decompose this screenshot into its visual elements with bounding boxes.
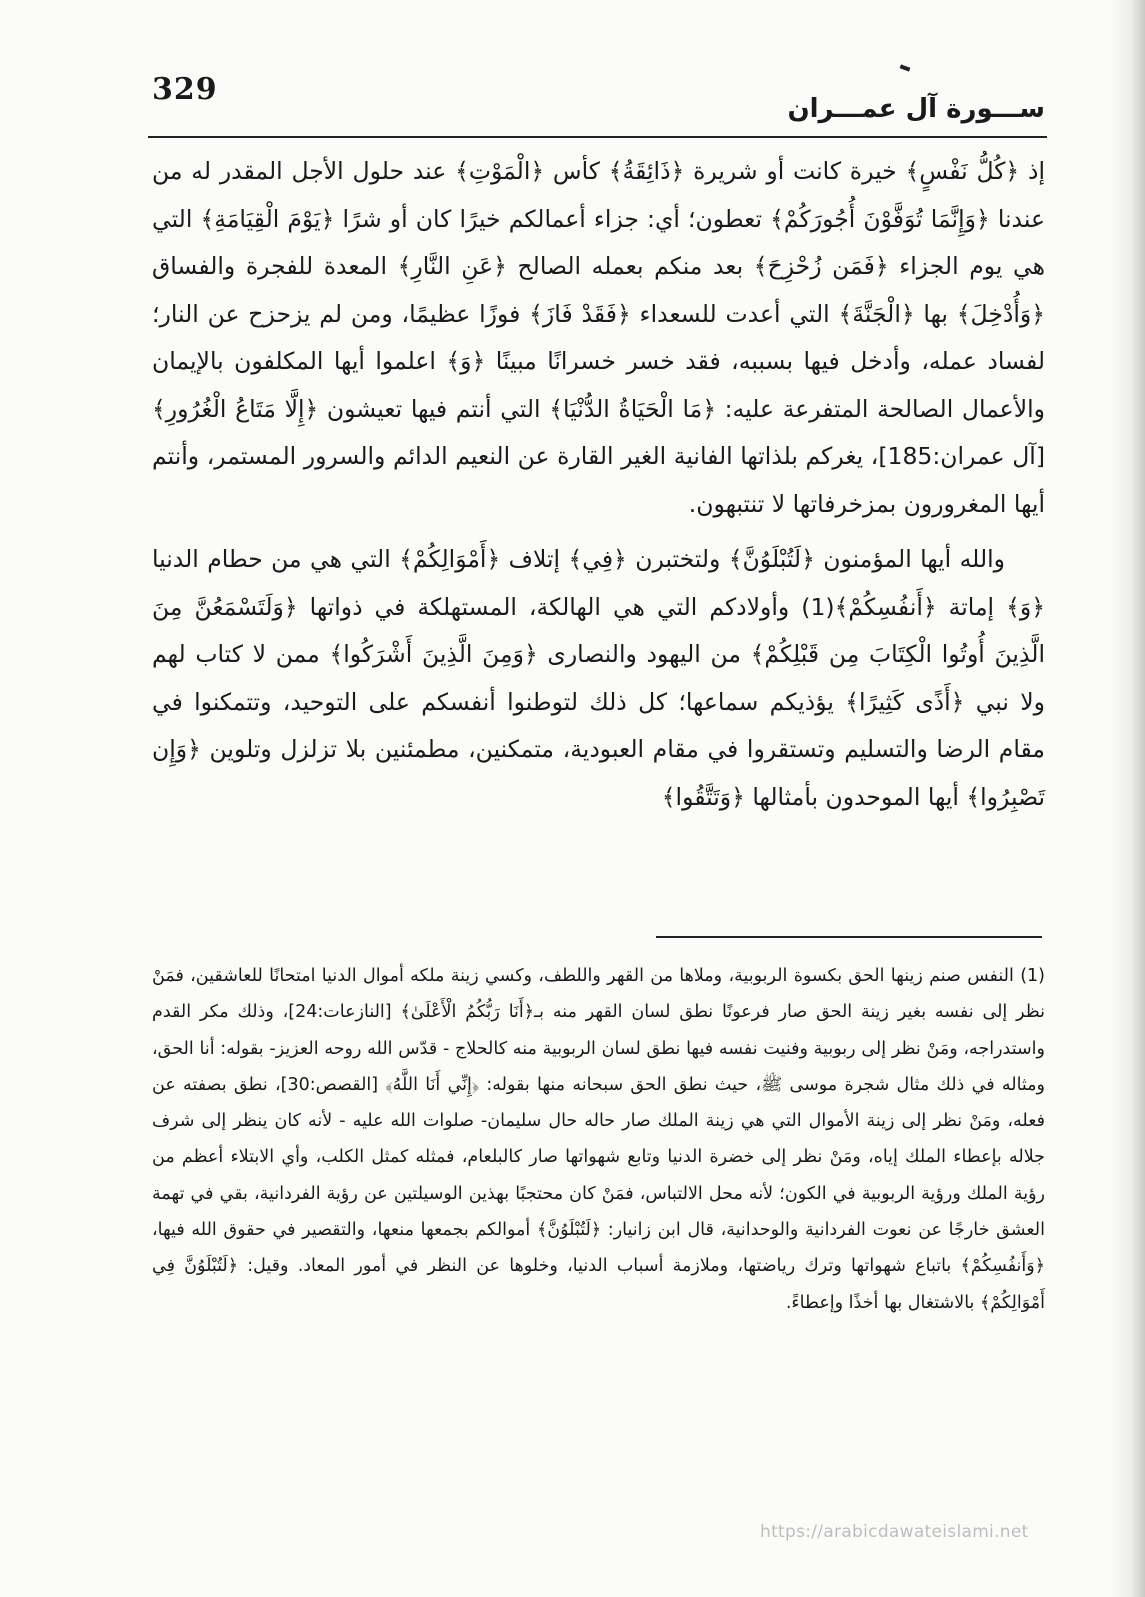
watermark-url: https://arabicdawateislami.net (760, 1522, 1029, 1542)
header-rule (148, 136, 1047, 138)
scan-shadow (1109, 0, 1145, 1597)
body-paragraph-2: والله أيها المؤمنون ﴿لَتُبْلَوُنَّ﴾ ولتختبرن ﴿فِي﴾ إتلاف ﴿أَمْوَالِكُمْ﴾ التي هي من حطام الدنيا ﴿وَ﴾ إماتة ﴿أَنفُسِكُمْ﴾(1) وأولادكم التي هي الهالكة، المستهلكة في ذواتها ﴿وَلَتَسْمَعُنَّ مِنَ الَّذِينَ أُوتُوا الْكِتَابَ مِن قَبْلِكُمْ﴾ من اليهود والنصارى ﴿وَمِنَ الَّذِينَ أَشْرَكُوا﴾ ممن لا كتاب لهم ولا نبي ﴿أَذًى كَثِيرًا﴾ يؤذيكم سماعها؛ كل ذلك لتوطنوا أنفسكم على التوحيد، وتتمكنوا في مقام الرضا والتسليم وتستقروا في مقام العبودية، متمكنين، مطمئنين بلا تزلزل وتلوين ﴿وَإِن تَصْبِرُوا﴾ أيها الموحدون بأمثالها ﴿وَتَتَّقُوا﴾ (152, 545, 1045, 811)
footnote (152, 958, 1045, 1321)
ink-mark (900, 64, 911, 71)
page-number: 329 (152, 72, 218, 107)
footnote-separator (656, 936, 1042, 938)
footnote-1-text: (1) النفس صنم زينها الحق بكسوة الربوبية، وملاها من القهر واللطف، وكسي زينة ملكه أموال الدنيا امتحانًا للعاشقين، فمَنْ نظر إلى نفسه بغير زينة الحق صار فرعونًا نطق لسان القهر منه بـ﴿أَنَا رَبُّكُمُ الْأَعْلَىٰ﴾ [النازعات:24]، وذلك مكر القدم واستدراجه، ومَنْ نظر إلى ربوبية وفنيت نفسه فيها نطق لسان الربوبية منه كالحلاج - قدّس الله روحه العزيز- بقوله: أنا الحق، ومثاله في ذلك مثال شجرة موسى ﷺ، حيث نطق الحق سبحانه منها بقوله: ﴿إِنِّي أَنَا اللَّهُ﴾ [القصص:30]، نطق بصفته عن فعله، ومَنْ نظر إلى زينة الأموال التي هي زينة الملك صار حاله حال سليمان- صلوات الله عليه - لأنه كان ينظر إلى شرف جلاله بإعطاء الملك إياه، ومَنْ نظر إلى خضرة الدنيا وتابع شهواتها صار كالبلعام، فمثله كمثل الكلب، وأي الابتلاء أعظم من رؤية الملك ورؤية الربوبية في الكون؛ لأنه محل الالتباس، فمَنْ كان محتجبًا بهذين الوسيلتين عن رؤية الفردانية، بقي في تهمة العشق خارجًا عن نعوت الفردانية والوحدانية، قال ابن زانيار: ﴿لَتُبْلَوُنَّ﴾ أموالكم بجمعها منعها، والتقصير في حقوق الله فيها، ﴿وَأَنفُسِكُمْ﴾ باتباع شهواتها وترك رياضتها، وملازمة أسباب الدنيا، وخلوها عن النظر في أمور المعاد. وقيل: ﴿لَتُبْلَوُنَّ فِي أَمْوَالِكُمْ﴾ بالاشتغال بها أخذًا وإعطاءً. (152, 966, 1046, 1313)
body-paragraph-1: إذ ﴿كُلُّ نَفْسٍ﴾ خيرة كانت أو شريرة ﴿ذَائِقَةُ﴾ كأس ﴿الْمَوْتِ﴾ عند حلول الأجل المقدر له من عندنا ﴿وَإِنَّمَا تُوَفَّوْنَ أُجُورَكُمْ﴾ تعطون؛ أي: جزاء أعمالكم خيرًا كان أو شرًا ﴿يَوْمَ الْقِيَامَةِ﴾ التي هي يوم الجزاء ﴿فَمَن زُحْزِحَ﴾ بعد منكم بعمله الصالح ﴿عَنِ النَّارِ﴾ المعدة للفجرة والفساق ﴿وَأُدْخِلَ﴾ بها ﴿الْجَنَّةَ﴾ التي أعدت للسعداء ﴿فَقَدْ فَازَ﴾ فوزًا عظيمًا، ومن لم يزحزح عن النار؛ لفساد عمله، وأدخل فيها بسببه، فقد خسر خسرانًا مبينًا ﴿وَ﴾ اعلموا أيها المكلفون بالإيمان والأعمال الصالحة المتفرعة عليه: ﴿مَا الْحَيَاةُ الدُّنْيَا﴾ التي أنتم فيها تعيشون ﴿إِلَّا مَتَاعُ الْغُرُورِ﴾ [آل عمران:185]، يغركم بلذاتها الفانية الغير القارة عن النعيم الدائم والسرور المستمر، وأنتم أيها المغرورون بمزخرفاتها لا تنتبهون. (152, 157, 1045, 518)
main-body (152, 148, 1045, 821)
running-header-title: ســـورة آل عمـــران (787, 94, 1045, 124)
